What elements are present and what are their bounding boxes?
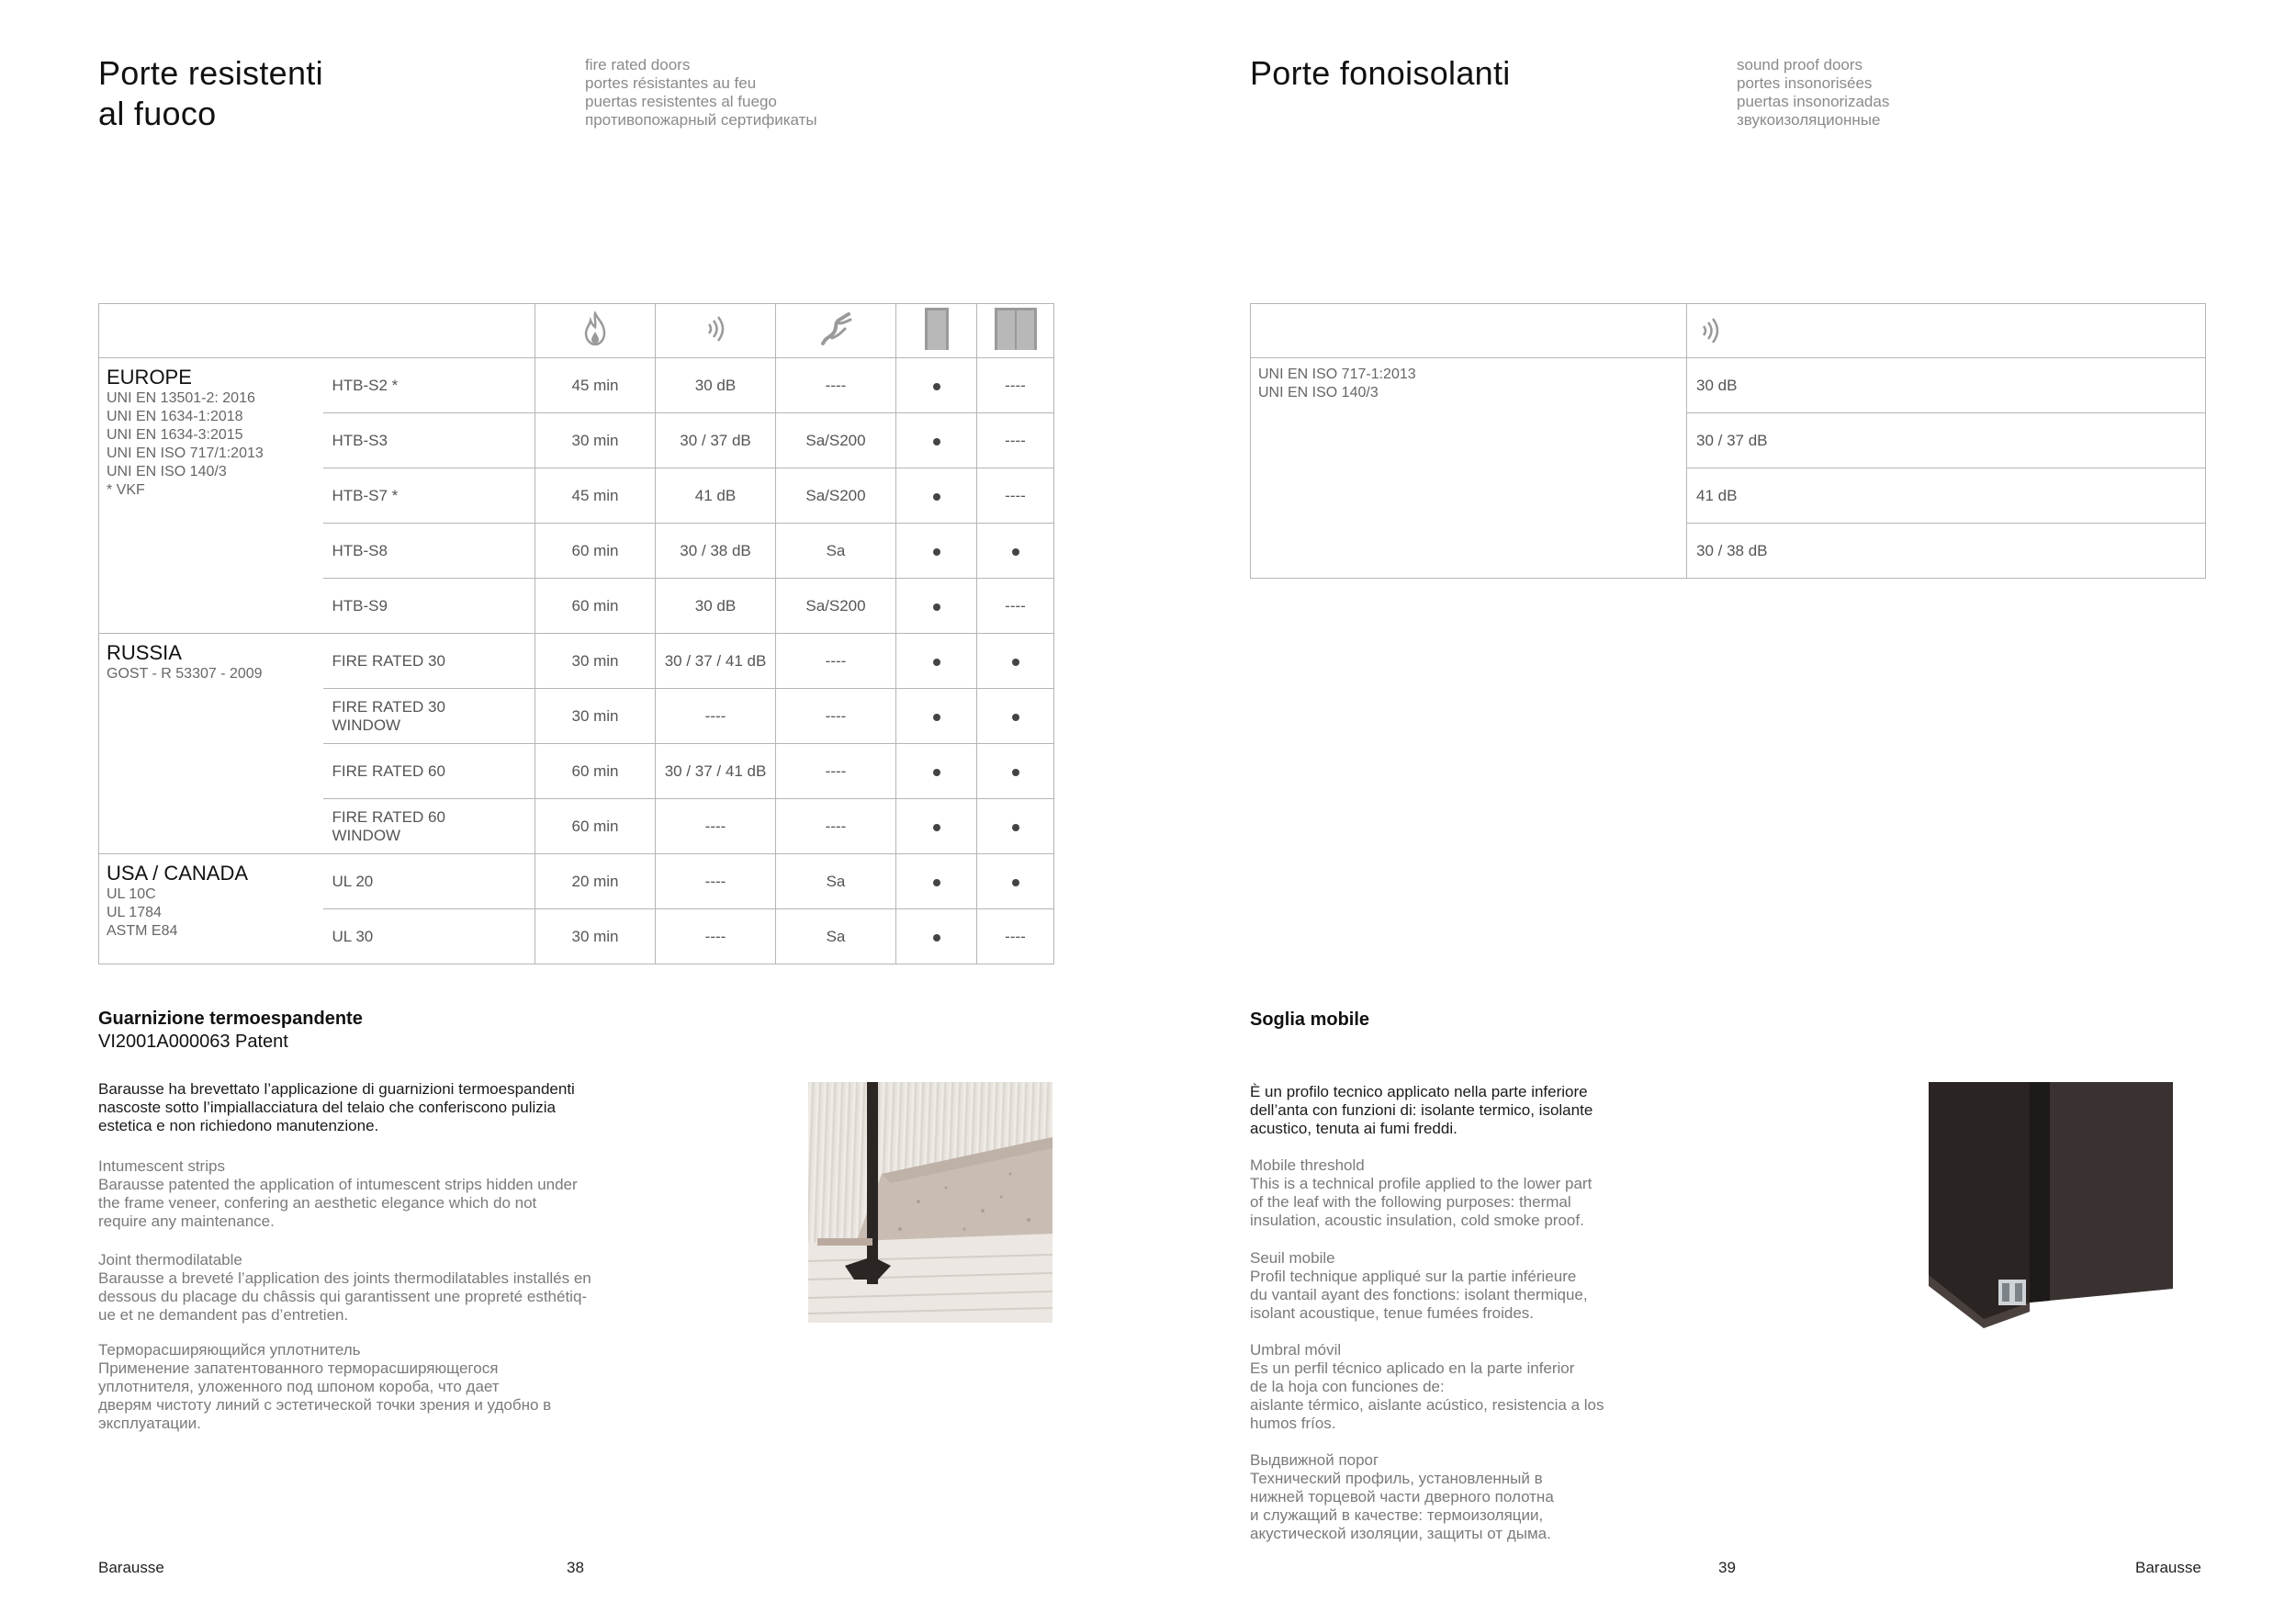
table-row <box>1251 358 2206 413</box>
single-door-cell <box>896 413 977 468</box>
model-cell: UL 30 <box>323 909 535 964</box>
model-cell: HTB-S3 <box>323 413 535 468</box>
table-row <box>99 634 1054 689</box>
sound-value-cell: 41 dB <box>1687 468 2206 524</box>
smoke-cell: ---- <box>776 358 896 413</box>
dot-marker <box>1012 659 1019 666</box>
smoke-cell: Sa <box>776 854 896 909</box>
standard-item: UL 1784 <box>107 905 162 920</box>
model-cell: HTB-S2 * <box>323 358 535 413</box>
sound-cell: 30 / 38 dB <box>656 524 776 579</box>
table-row <box>99 358 1054 413</box>
smoke-cell: Sa/S200 <box>776 468 896 524</box>
standard-item: UNI EN ISO 717/1:2013 <box>107 445 264 461</box>
lang-ru: звукоизоляционные <box>1737 111 1881 129</box>
sound-value-cell: 30 dB <box>1687 358 2206 413</box>
patent-number: VI2001A000063 Patent <box>98 1032 288 1052</box>
section-intro: Barausse ha brevettato l’applicazione di guarnizioni termoespandenti nascoste sotto l’impiallacciatura del telaio che conferiscono pulizia estetica e non richiedono manutenzione. <box>98 1080 575 1134</box>
table-header-row <box>99 304 1054 358</box>
single-door-cell <box>896 909 977 964</box>
double-door-cell: ---- <box>977 413 1054 468</box>
dot-marker <box>933 659 940 666</box>
smoke-cell: Sa/S200 <box>776 413 896 468</box>
model-cell: FIRE RATED 30 <box>323 634 535 689</box>
lang-es: puertas insonorizadas <box>1737 93 1890 110</box>
model-cell: FIRE RATED 30 WINDOW <box>323 689 535 744</box>
dot-marker <box>1012 548 1019 556</box>
lang-ru: противопожарный сертификаты <box>585 111 817 129</box>
single-door-cell <box>896 468 977 524</box>
footer-brand: Barausse <box>98 1559 164 1576</box>
standard-item: * VKF <box>107 482 145 498</box>
fire-icon <box>535 304 656 358</box>
table-row <box>99 854 1054 909</box>
sound-cell: 30 / 37 / 41 dB <box>656 634 776 689</box>
lang-fr: portes résistantes au feu <box>585 74 757 92</box>
double-door-cell: ---- <box>977 358 1054 413</box>
region-europe <box>99 358 323 634</box>
double-door-cell: ---- <box>977 909 1054 964</box>
paragraph-fr: Joint thermodilatable Barausse a breveté l’application des joints thermodilatables installés en dessous du placage du châssis qui garantissent une propreté esthétiq- ue et ne demandent pas d’entretien. <box>98 1251 591 1324</box>
fire-rating-cell: 30 min <box>535 689 656 744</box>
smoke-cell: Sa <box>776 909 896 964</box>
standard-item: UNI EN 1634-3:2015 <box>107 427 243 443</box>
model-cell: FIRE RATED 60 <box>323 744 535 799</box>
double-door-icon <box>977 304 1054 358</box>
sound-value-cell: 30 / 38 dB <box>1687 524 2206 579</box>
table-header-row <box>1251 304 2206 358</box>
smoke-icon <box>776 304 896 358</box>
model-cell: HTB-S8 <box>323 524 535 579</box>
double-door-cell <box>977 799 1054 854</box>
double-door-cell <box>977 634 1054 689</box>
smoke-cell: ---- <box>776 744 896 799</box>
fire-rating-cell: 45 min <box>535 358 656 413</box>
paragraph-ru: Выдвижной порог Технический профиль, установленный в нижней торцевой части дверного полотна и служащий в качестве: термоизоляции, акустической изоляции, защиты от дыма. <box>1250 1451 1554 1542</box>
single-door-cell <box>896 799 977 854</box>
dot-marker <box>933 714 940 721</box>
double-door-cell: ---- <box>977 579 1054 634</box>
fire-rating-cell: 30 min <box>535 909 656 964</box>
region-name: EUROPE <box>107 366 192 389</box>
paragraph-en: Intumescent strips Barausse patented the application of intumescent strips hidden under the frame veneer, confering an aesthetic elegance which do not require any maintenance. <box>98 1157 578 1230</box>
single-door-cell <box>896 744 977 799</box>
standards-cell <box>1251 358 1687 579</box>
single-door-cell <box>896 634 977 689</box>
fire-rating-cell: 20 min <box>535 854 656 909</box>
right-language-list <box>1737 56 1889 130</box>
footer-brand: Barausse <box>2135 1559 2201 1576</box>
dot-marker <box>1012 714 1019 721</box>
fire-rating-cell: 45 min <box>535 468 656 524</box>
region-name: USA / CANADA <box>107 862 249 885</box>
dot-marker <box>933 438 940 445</box>
model-cell: HTB-S7 * <box>323 468 535 524</box>
standard-item: UNI EN 1634-1:2018 <box>107 409 243 424</box>
sound-wave-icon <box>1687 304 2206 358</box>
smoke-cell: ---- <box>776 634 896 689</box>
dot-marker <box>1012 879 1019 886</box>
fire-rating-cell: 60 min <box>535 579 656 634</box>
single-door-cell <box>896 854 977 909</box>
sound-wave-icon <box>656 304 776 358</box>
standard-item: GOST - R 53307 - 2009 <box>107 666 263 682</box>
dot-marker <box>933 548 940 556</box>
single-door-cell <box>896 689 977 744</box>
sound-cell: 30 / 37 dB <box>656 413 776 468</box>
dot-marker <box>1012 824 1019 831</box>
right-page-title: Porte fonoisolanti <box>1250 54 1511 92</box>
lang-en: sound proof doors <box>1737 56 1863 73</box>
paragraph-fr: Seuil mobile Profil technique appliqué sur la partie inférieure du vantail ayant des fonctions: isolant thermique, isolant acoustique, tenue fumées froides. <box>1250 1249 1588 1322</box>
fire-rating-cell: 60 min <box>535 799 656 854</box>
smoke-cell: ---- <box>776 799 896 854</box>
smoke-cell: ---- <box>776 689 896 744</box>
dot-marker <box>1012 769 1019 776</box>
double-door-cell: ---- <box>977 468 1054 524</box>
section-intro: È un profilo tecnico applicato nella parte inferiore dell’anta con funzioni di: isolante termico, isolante acustico, tenuta ai fumi freddi. <box>1250 1083 1593 1137</box>
dot-marker <box>933 383 940 390</box>
region-usa-canada <box>99 854 323 964</box>
single-door-cell <box>896 579 977 634</box>
dot-marker <box>933 879 940 886</box>
sound-cell: 30 / 37 / 41 dB <box>656 744 776 799</box>
sound-cell: 30 dB <box>656 358 776 413</box>
lang-fr: portes insonorisées <box>1737 74 1873 92</box>
sound-proof-table <box>1250 303 2206 579</box>
paragraph-en: Mobile threshold This is a technical profile applied to the lower part of the leaf with the following purposes: thermal insulation, acoustic insulation, cold smoke proof. <box>1250 1156 1593 1229</box>
lang-en: fire rated doors <box>585 56 691 73</box>
model-cell: FIRE RATED 60 WINDOW <box>323 799 535 854</box>
dot-marker <box>933 934 940 942</box>
sound-cell: ---- <box>656 909 776 964</box>
standard-item: UNI EN ISO 140/3 <box>1258 385 1379 400</box>
section-heading: Soglia mobile <box>1250 1009 1370 1030</box>
dot-marker <box>933 769 940 776</box>
single-door-cell <box>896 524 977 579</box>
page-number: 38 <box>567 1559 584 1576</box>
smoke-cell: Sa <box>776 524 896 579</box>
dot-marker <box>933 493 940 501</box>
paragraph-ru: Терморасширяющийся уплотнитель Применение запатентованного терморасширяющегося уплотнителя, уложенного под шпоном короба, что дает дверям чистоту линий с эстетической точки зрения и удобно в эксплуатации. <box>98 1341 552 1432</box>
fire-rating-cell: 30 min <box>535 413 656 468</box>
paragraph-es: Umbral móvil Es un perfil técnico aplicado en la parte inferior de la hoja con funciones de: aislante térmico, aislante acústico, resistencia a los humos fríos. <box>1250 1341 1604 1432</box>
standard-item: UL 10C <box>107 886 156 902</box>
double-door-cell <box>977 854 1054 909</box>
fire-rating-cell: 60 min <box>535 524 656 579</box>
standard-item: ASTM E84 <box>107 923 178 939</box>
model-cell: UL 20 <box>323 854 535 909</box>
mobile-threshold-photo <box>1929 1082 2173 1328</box>
fire-rating-cell: 60 min <box>535 744 656 799</box>
left-page-title: Porte resistenti al fuoco <box>98 54 323 132</box>
smoke-cell: Sa/S200 <box>776 579 896 634</box>
sound-cell: 41 dB <box>656 468 776 524</box>
sound-value-cell: 30 / 37 dB <box>1687 413 2206 468</box>
left-language-list <box>585 56 817 130</box>
double-door-cell <box>977 524 1054 579</box>
region-russia <box>99 634 323 854</box>
dot-marker <box>933 603 940 611</box>
double-door-cell <box>977 744 1054 799</box>
fire-rated-table <box>98 303 1054 964</box>
standard-item: UNI EN ISO 140/3 <box>107 464 227 479</box>
lang-es: puertas resistentes al fuego <box>585 93 777 110</box>
standard-item: UNI EN ISO 717-1:2013 <box>1258 367 1416 382</box>
region-name: RUSSIA <box>107 641 182 664</box>
page-number: 39 <box>1718 1559 1736 1576</box>
dot-marker <box>933 824 940 831</box>
section-heading: Guarnizione termoespandente <box>98 1009 363 1029</box>
sound-cell: ---- <box>656 854 776 909</box>
standard-item: UNI EN 13501-2: 2016 <box>107 390 255 406</box>
sound-cell: ---- <box>656 799 776 854</box>
sound-cell: 30 dB <box>656 579 776 634</box>
fire-rating-cell: 30 min <box>535 634 656 689</box>
sound-cell: ---- <box>656 689 776 744</box>
single-door-icon <box>896 304 977 358</box>
intumescent-strip-photo <box>808 1082 1052 1323</box>
single-door-cell <box>896 358 977 413</box>
double-door-cell <box>977 689 1054 744</box>
model-cell: HTB-S9 <box>323 579 535 634</box>
